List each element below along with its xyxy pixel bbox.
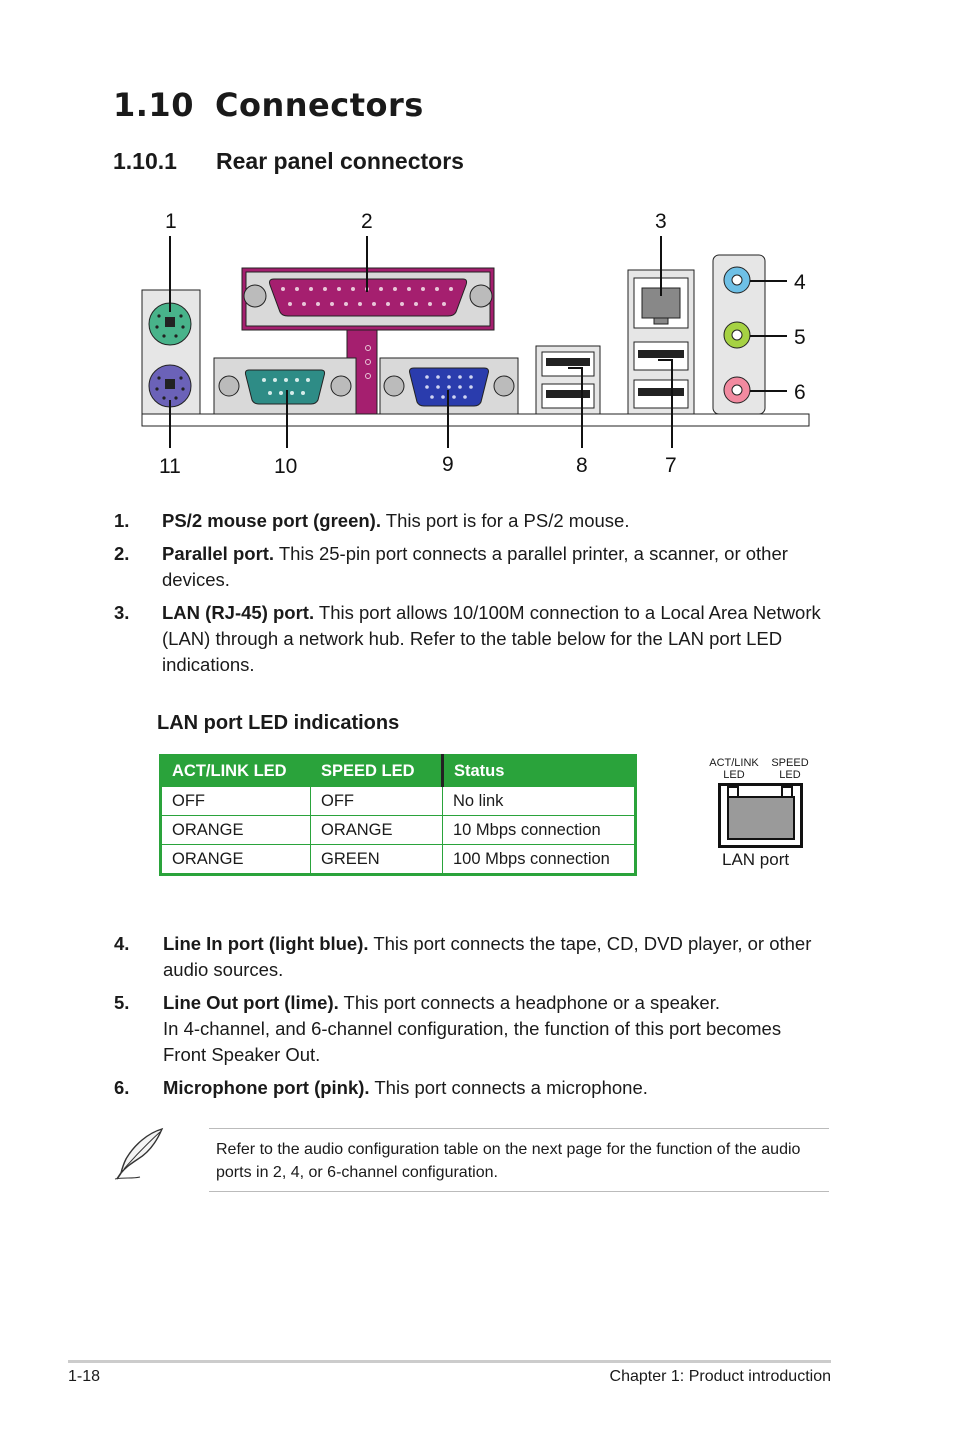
callout-1: 1: [165, 210, 177, 233]
item-term: Line Out port (lime).: [163, 992, 339, 1013]
callout-2: 2: [361, 210, 373, 233]
usb-ports-left: [536, 346, 600, 414]
item-term: Microphone port (pink).: [163, 1077, 370, 1098]
table-cell: OFF: [311, 787, 443, 816]
subsection-number: 1.10.1: [113, 148, 177, 174]
table-row: [161, 816, 636, 845]
item-description: This port connects the tape, CD, DVD player, or other audio sources.: [163, 933, 812, 980]
item-term: Parallel port.: [162, 543, 275, 564]
lan-port-figure: [718, 783, 804, 849]
table-cell: OFF: [161, 787, 311, 816]
note-text: Refer to the audio configuration table on the next page for the function of the audio ports in 2, 4, or 6-channel configuration.: [216, 1141, 801, 1181]
item-term: Line In port (light blue).: [163, 933, 369, 954]
item-number: 2.: [114, 543, 130, 564]
callout-8: 8: [576, 454, 588, 477]
item-number: 5.: [114, 992, 130, 1013]
item-description: This port connects a microphone.: [369, 1077, 648, 1098]
lan-led-table: [159, 754, 637, 876]
item-number: 4.: [114, 933, 130, 954]
lan-port-caption: LAN port: [722, 850, 790, 869]
callout-5: 5: [794, 326, 806, 349]
table-cell: ORANGE: [161, 845, 311, 875]
item-term: PS/2 mouse port (green).: [162, 510, 381, 531]
table-cell: No link: [443, 787, 636, 816]
item-number: 1.: [114, 510, 130, 531]
item-description: This 25-pin port connects a parallel printer, a scanner, or other devices.: [162, 543, 788, 590]
table-cell: ORANGE: [161, 816, 311, 845]
table-row: [161, 845, 636, 875]
callout-10: 10: [274, 455, 298, 478]
rear-panel-diagram: [130, 200, 820, 490]
table-cell: 10 Mbps connection: [443, 816, 636, 845]
callout-3: 3: [655, 210, 667, 233]
feather-pen-icon: [112, 1125, 168, 1181]
table-cell: 100 Mbps connection: [443, 845, 636, 875]
footer-divider: [68, 1360, 831, 1363]
callout-7: 7: [665, 454, 677, 477]
section-heading: [113, 86, 424, 124]
subsection-heading: [113, 148, 464, 175]
table-cell: GREEN: [311, 845, 443, 875]
item-number: 6.: [114, 1077, 130, 1098]
act-link-label-line: LED: [723, 769, 745, 781]
act-link-led-label: [703, 757, 765, 781]
table-header-row: [161, 756, 636, 787]
led-table-title: LAN port LED indications: [157, 712, 400, 734]
item-number: 3.: [114, 602, 130, 623]
page-number: 1-18: [68, 1368, 101, 1385]
speed-label-line: LED: [779, 769, 801, 781]
column-header: Status: [443, 756, 636, 787]
subsection-title: Rear panel connectors: [216, 148, 464, 174]
callout-11: 11: [159, 455, 181, 478]
section-number: 1.10: [113, 86, 194, 124]
item-description: This port is for a PS/2 mouse.: [380, 510, 630, 531]
speed-label-line: SPEED: [771, 757, 809, 769]
column-header: ACT/LINK LED: [161, 756, 311, 787]
callout-4: 4: [794, 271, 806, 294]
serial-port: [214, 358, 356, 414]
item-description-extra: In 4-channel, and 6-channel configuration, the function of this port becomes Front Speaker Out.: [163, 1018, 782, 1065]
table-row: [161, 787, 636, 816]
note-box: [209, 1128, 829, 1192]
act-link-label-line: ACT/LINK: [709, 757, 759, 769]
table-cell: ORANGE: [311, 816, 443, 845]
item-description: This port connects a headphone or a speaker.: [338, 992, 720, 1013]
callout-6: 6: [794, 381, 806, 404]
item-description: This port allows 10/100M connection to a Local Area Network (LAN) through a network hub. Refer to the table below for the LAN port LED indications.: [162, 602, 821, 675]
section-title: Connectors: [215, 86, 424, 124]
speed-led-label: [765, 757, 815, 781]
chapter-title: Chapter 1: Product introduction: [609, 1368, 831, 1385]
item-term: LAN (RJ-45) port.: [162, 602, 315, 623]
column-header: SPEED LED: [311, 756, 443, 787]
callout-9: 9: [442, 453, 454, 476]
